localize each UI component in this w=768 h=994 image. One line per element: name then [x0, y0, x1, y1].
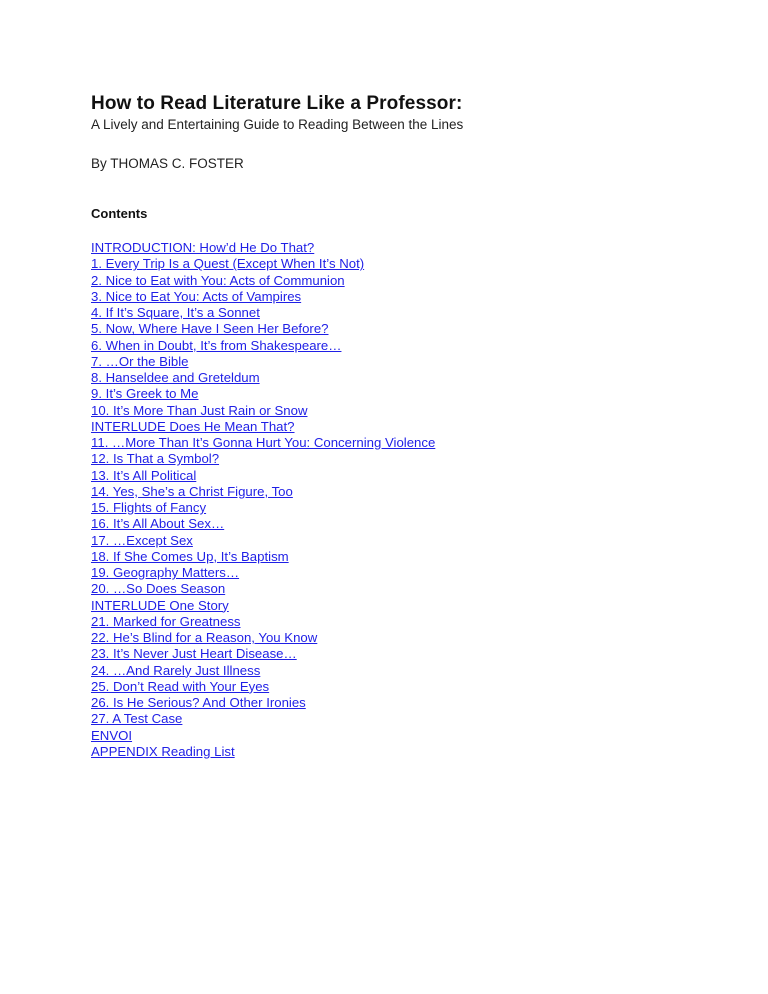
toc-item [91, 484, 731, 500]
document-page [91, 92, 731, 760]
toc-link[interactable]: 4. If It’s Square, It’s a Sonnet [91, 305, 260, 320]
toc-item [91, 403, 731, 419]
toc-link[interactable]: APPENDIX Reading List [91, 743, 235, 759]
toc-item [91, 695, 731, 711]
toc-link[interactable]: 27. A Test Case [91, 711, 183, 727]
toc-item [91, 614, 731, 630]
toc-item [91, 321, 731, 337]
toc-link[interactable]: 6. When in Doubt, It’s from Shakespeare… [91, 337, 342, 353]
toc-link[interactable]: 5. Now, Where Have I Seen Her Before? [91, 321, 329, 337]
toc-link[interactable]: 23. It’s Never Just Heart Disease… [91, 646, 297, 662]
toc-item [91, 744, 731, 760]
toc-link[interactable]: 2. Nice to Eat with You: Acts of Communion [91, 272, 345, 288]
toc-item [91, 451, 731, 467]
toc-item [91, 728, 731, 744]
toc-link[interactable]: 21. Marked for Greatness [91, 613, 241, 629]
toc-item [91, 516, 731, 532]
toc-item [91, 256, 731, 272]
toc-item [91, 581, 731, 597]
toc-item [91, 289, 731, 305]
toc-link[interactable]: 3. Nice to Eat You: Acts of Vampires [91, 288, 302, 304]
book-subtitle: A Lively and Entertaining Guide to Reading Between the Lines [91, 117, 464, 132]
toc-link[interactable]: INTERLUDE Does He Mean That? [91, 418, 295, 434]
toc-item [91, 565, 731, 581]
toc-item [91, 679, 731, 695]
toc-link[interactable]: 22. He’s Blind for a Reason, You Know [91, 630, 318, 645]
toc-link[interactable]: 13. It’s All Political [91, 467, 197, 483]
toc-item [91, 630, 731, 646]
toc-link[interactable]: 16. It’s All About Sex… [91, 516, 225, 532]
toc-link[interactable]: 1. Every Trip Is a Quest (Except When It’s Not) [91, 256, 365, 272]
toc-link[interactable]: 26. Is He Serious? And Other Ironies [91, 695, 306, 710]
toc-item [91, 354, 731, 370]
toc-item [91, 598, 731, 614]
toc-item [91, 549, 731, 565]
toc-link[interactable]: INTERLUDE One Story [91, 597, 229, 613]
toc-item [91, 386, 731, 402]
toc-item [91, 646, 731, 662]
toc-item [91, 370, 731, 386]
toc-link[interactable]: 7. …Or the Bible [91, 353, 189, 369]
toc-item [91, 533, 731, 549]
toc-link[interactable]: 25. Don’t Read with Your Eyes [91, 678, 270, 694]
toc-link[interactable]: 9. It’s Greek to Me [91, 386, 199, 402]
toc-item [91, 273, 731, 289]
toc-link[interactable]: 14. Yes, She’s a Christ Figure, Too [91, 483, 293, 499]
toc-item [91, 468, 731, 484]
toc-link[interactable]: 17. …Except Sex [91, 532, 193, 548]
table-of-contents [91, 240, 731, 760]
toc-item [91, 711, 731, 727]
toc-link[interactable]: 18. If She Comes Up, It’s Baptism [91, 548, 289, 564]
toc-link[interactable]: 12. Is That a Symbol? [91, 451, 220, 467]
toc-link[interactable]: 11. …More Than It’s Gonna Hurt You: Concerning Violence [91, 435, 436, 450]
toc-link[interactable]: 10. It’s More Than Just Rain or Snow [91, 402, 308, 418]
author-byline: By THOMAS C. FOSTER [91, 156, 244, 171]
toc-link[interactable]: 15. Flights of Fancy [91, 500, 207, 515]
toc-item [91, 305, 731, 321]
toc-link[interactable]: 24. …And Rarely Just Illness [91, 662, 261, 678]
toc-item [91, 240, 731, 256]
book-title: How to Read Literature Like a Professor: [91, 93, 463, 114]
toc-link[interactable]: ENVOI [91, 727, 133, 743]
toc-link[interactable]: INTRODUCTION: How’d He Do That? [91, 240, 315, 255]
toc-item [91, 500, 731, 516]
contents-heading: Contents [91, 206, 148, 221]
toc-item [91, 435, 731, 451]
toc-link[interactable]: 20. …So Does Season [91, 581, 226, 597]
toc-item [91, 663, 731, 679]
toc-item [91, 419, 731, 435]
toc-item [91, 338, 731, 354]
toc-link[interactable]: 19. Geography Matters… [91, 565, 240, 580]
toc-link[interactable]: 8. Hanseldee and Greteldum [91, 370, 260, 385]
